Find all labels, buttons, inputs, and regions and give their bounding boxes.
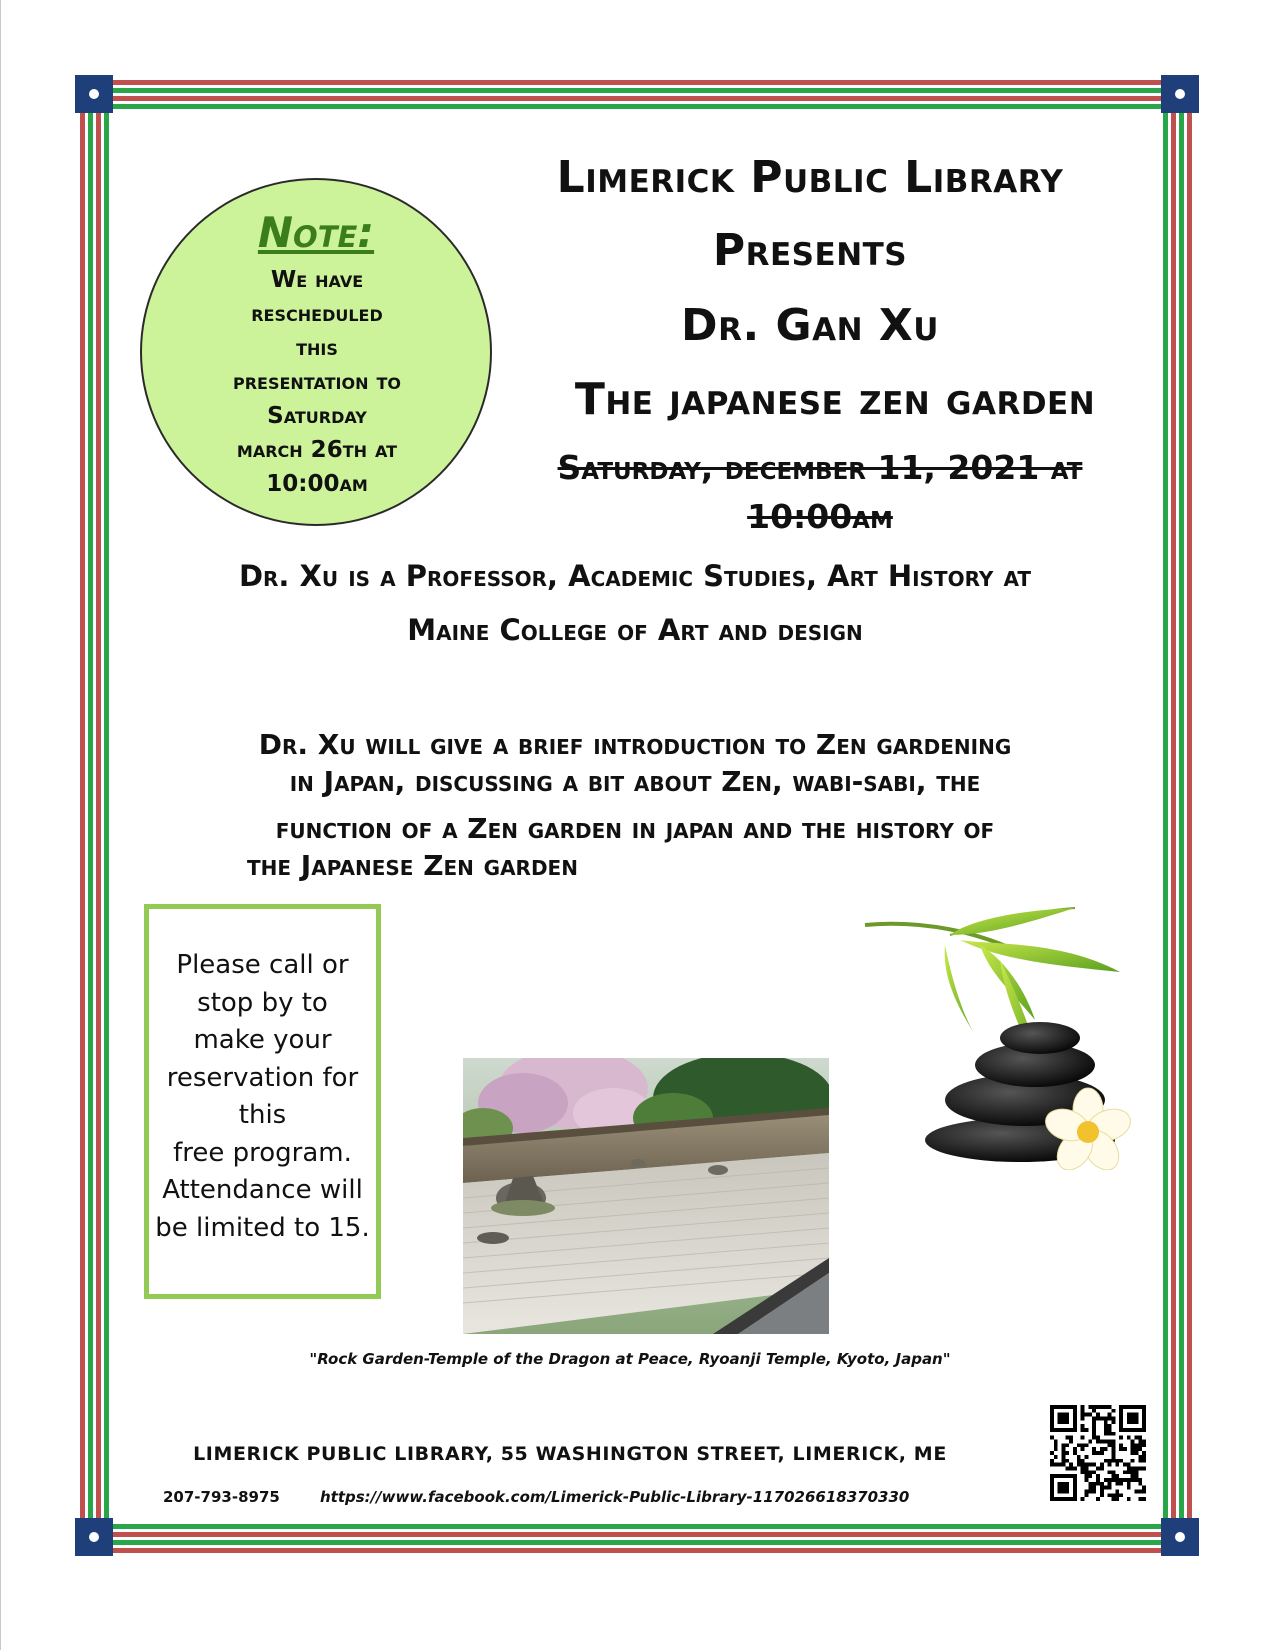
- speaker-bio-line1: Dr. Xu is a Professor, Academic Studies, Art History at: [238, 559, 1032, 593]
- note-line: Saturday: [267, 403, 367, 429]
- note-line: 10:00am: [266, 471, 368, 497]
- reservation-text: Please call or stop by to make your reservation for this free program. Attendance will be limited to 15.: [155, 950, 370, 1243]
- frame-corner-bottom-left: [75, 1518, 113, 1556]
- note-line: march 26th at: [236, 437, 398, 463]
- note-body: [164, 263, 470, 501]
- photo-caption: "Rock Garden-Temple of the Dragon at Peace, Ryoanji Temple, Kyoto, Japan": [309, 1350, 951, 1368]
- qr-code-icon[interactable]: [1050, 1405, 1146, 1501]
- note-line: We have: [270, 267, 364, 293]
- frame-corner-bottom-right: [1161, 1518, 1199, 1556]
- original-date-line1: Saturday, december 11, 2021 at: [557, 448, 1083, 487]
- original-date-line2: 10:00am: [747, 497, 893, 536]
- bamboo-stones-illustration: [860, 900, 1160, 1170]
- frame-corner-top-right: [1161, 75, 1199, 113]
- rock-garden-photo: [463, 1058, 829, 1334]
- description-line4: the Japanese Zen garden: [247, 849, 578, 882]
- description-line3: function of a Zen garden in japan and the history of: [275, 812, 995, 845]
- note-line: presentation to: [232, 369, 401, 395]
- library-phone: 207-793-8975: [163, 1488, 280, 1506]
- note-line: this: [296, 335, 338, 361]
- reservation-box: [144, 904, 381, 1299]
- header-library-name: Limerick Public Library: [556, 152, 1064, 203]
- speaker-bio-line2: Maine College of Art and design: [407, 613, 863, 647]
- library-address: LIMERICK PUBLIC LIBRARY, 55 WASHINGTON STREET, LIMERICK, ME: [193, 1443, 947, 1465]
- speaker-name: Dr. Gan Xu: [681, 300, 939, 351]
- page-edge: [0, 0, 1, 1650]
- description-line1: Dr. Xu will give a brief introduction to Zen gardening: [258, 728, 1012, 761]
- facebook-link[interactable]: https://www.facebook.com/Limerick-Public-Library-117026618370330: [320, 1488, 910, 1506]
- header-presents: Presents: [712, 225, 908, 276]
- note-title: Note:: [257, 208, 375, 257]
- reschedule-note: [140, 178, 492, 526]
- description-line2: in Japan, discussing a bit about Zen, wabi-sabi, the: [289, 765, 981, 798]
- frame-corner-top-left: [75, 75, 113, 113]
- presentation-title: The japanese zen garden: [574, 374, 1096, 425]
- note-line: rescheduled: [251, 301, 383, 327]
